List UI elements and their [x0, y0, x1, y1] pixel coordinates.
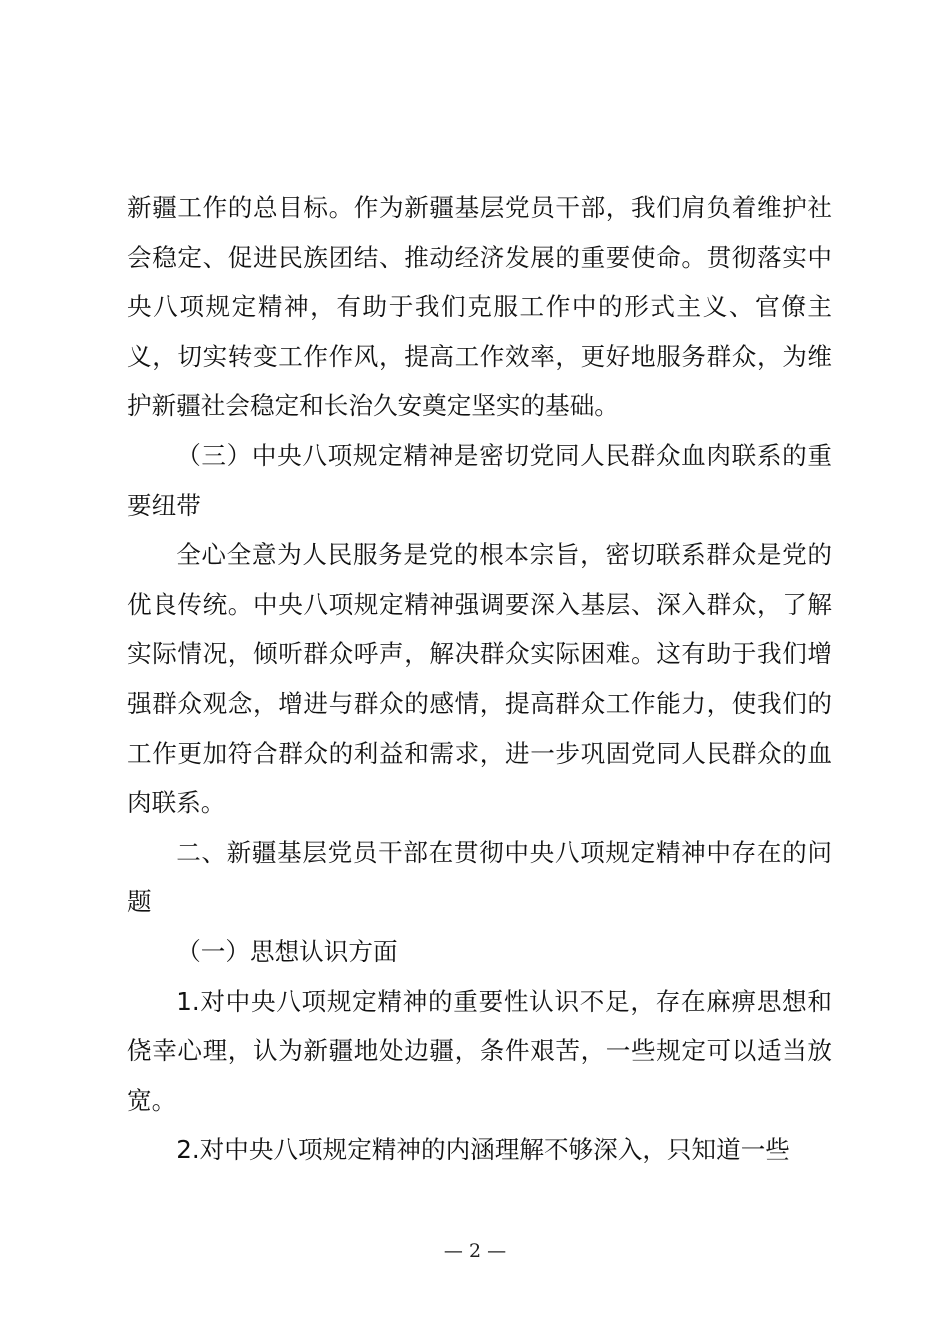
list-item-2: 2.对中央八项规定精神的内涵理解不够深入，只知道一些 — [176, 1135, 790, 1165]
section-heading-3: （三）中央八项规定精神是密切党同人民群众血肉联系的重要纽带 — [127, 440, 832, 520]
chapter-heading-2: 二、新疆基层党员干部在贯彻中央八项规定精神中存在的问题 — [127, 837, 832, 917]
paragraph-mass-line: 全心全意为人民服务是党的根本宗旨，密切联系群众是党的优良传统。中央八项规定精神强调要深入基层、深入群众，了解实际情况，倾听群众呼声，解决群众实际困难。这有助于我们增强群众观念，增进与群众的感情，提高群众工作能力，使我们的工作更加符合群众的利益和需求，进一步巩固党同人民群众的血肉联系。 — [127, 540, 832, 818]
subsection-heading-1: （一）思想认识方面 — [176, 936, 398, 966]
page-number: — 2 — — [443, 1240, 507, 1262]
paragraph-continuation: 新疆工作的总目标。作为新疆基层党员干部，我们肩负着维护社会稳定、促进民族团结、推动经济发展的重要使命。贯彻落实中央八项规定精神，有助于我们克服工作中的形式主义、官僚主义，切实转变工作作风，提高工作效率，更好地服务群众，为维护新疆社会稳定和长治久安奠定坚实的基础。 — [127, 193, 832, 421]
list-item-1: 1.对中央八项规定精神的重要性认识不足，存在麻痹思想和侥幸心理，认为新疆地处边疆，条件艰苦，一些规定可以适当放宽。 — [127, 986, 832, 1115]
document-body — [127, 183, 832, 1175]
